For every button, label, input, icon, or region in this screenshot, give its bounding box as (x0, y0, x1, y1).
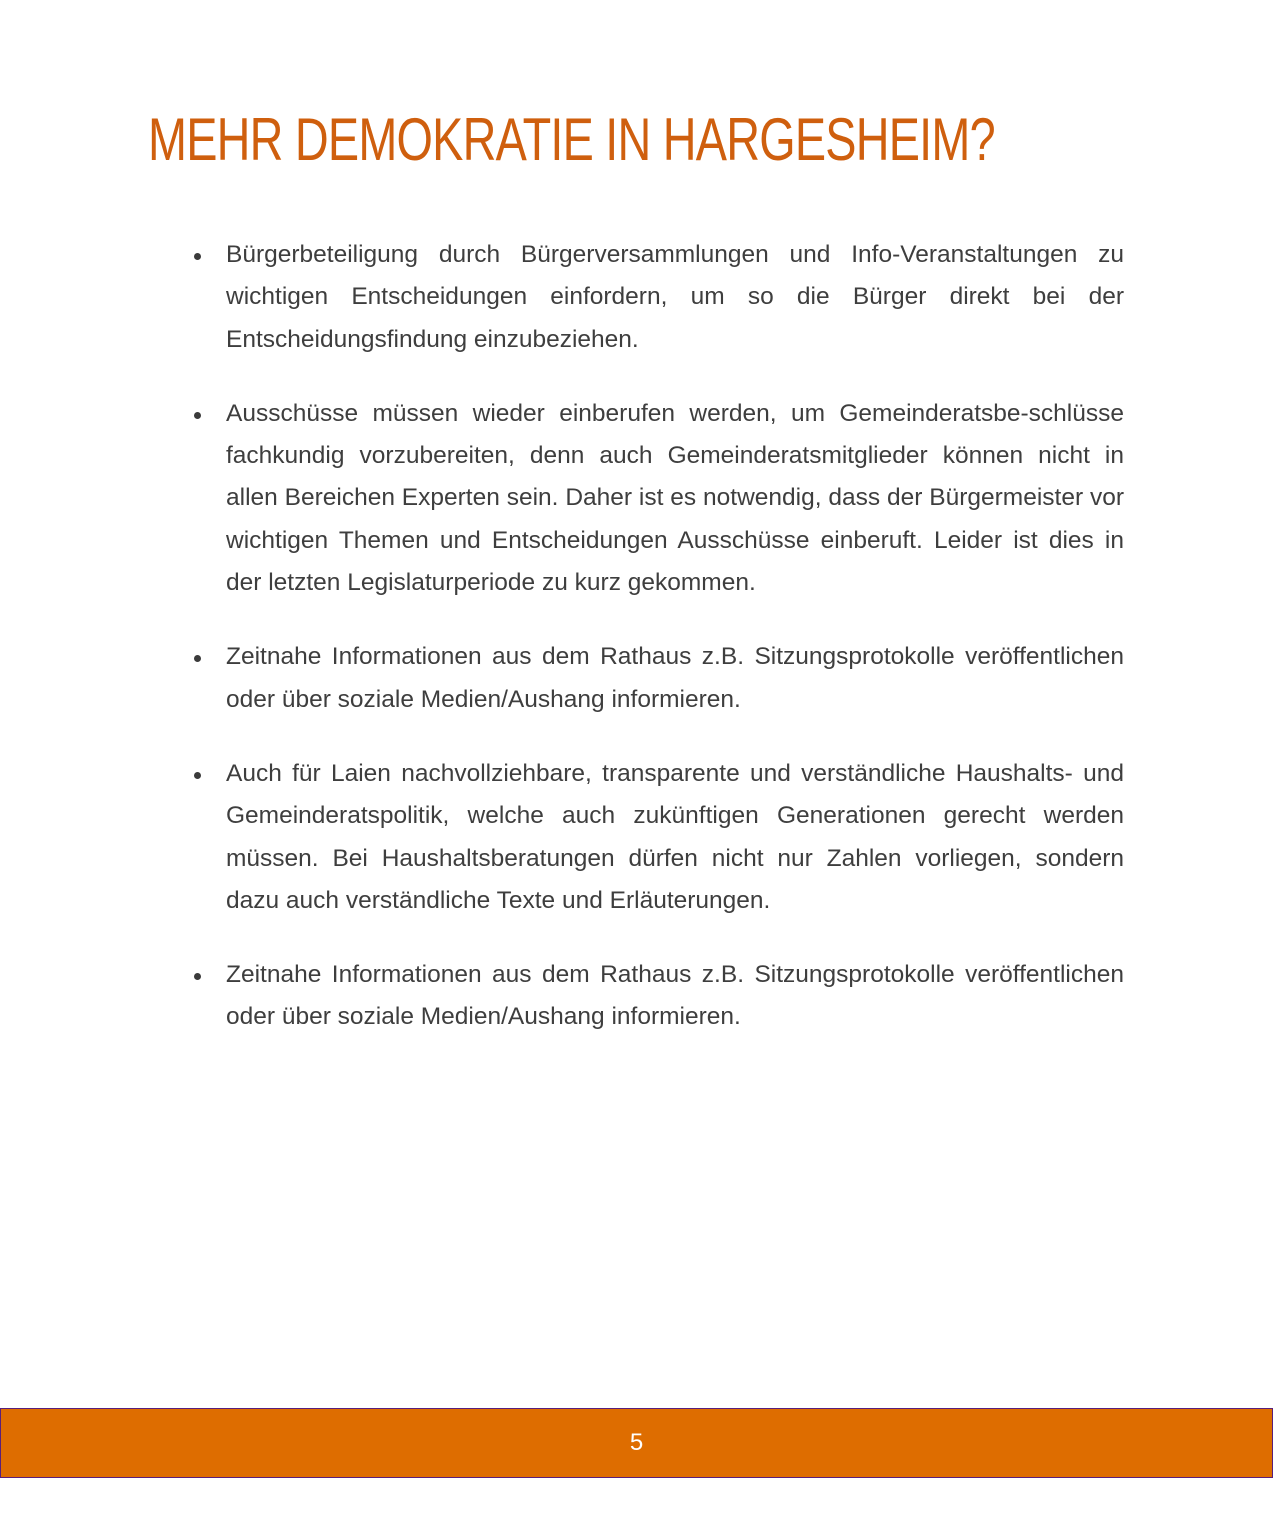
page-title: MEHR DEMOKRATIE IN HARGESHEIM? (148, 106, 995, 173)
list-item (182, 393, 1124, 604)
list-item-text: Bürgerbeteiligung durch Bürgerversammlungen und Info-Veranstaltungen zu wichtigen Entscheidungen einfordern, um so die Bürger direkt bei der Entscheidungsfindung einzubeziehen. (226, 241, 1124, 353)
list-item-text: Zeitnahe Informationen aus dem Rathaus z.B. Sitzungsprotokolle veröffentlichen oder über soziale Medien/Aushang informieren. (226, 961, 1124, 1031)
list-item-text: Ausschüsse müssen wieder einberufen werden, um Gemeinderatsbe-schlüsse fachkundig vorzubereiten, denn auch Gemeinderatsmitglieder können nicht in allen Bereichen Experten sein. Daher ist es notwendig, dass der Bürgermeister vor wichtigen Themen und Entscheidungen Ausschüsse einberuft. Leider ist dies in der letzten Legislaturperiode zu kurz gekommen. (226, 399, 1124, 597)
list-item (182, 753, 1124, 922)
list-item-text: Zeitnahe Informationen aus dem Rathaus z.B. Sitzungsprotokolle veröffentlichen oder über soziale Medien/Aushang informieren. (226, 643, 1124, 713)
bullet-icon (194, 655, 201, 662)
footer-bar (0, 1408, 1273, 1478)
bullet-icon (194, 772, 201, 779)
list-item (182, 636, 1124, 721)
bullet-list (182, 234, 1124, 1071)
bullet-icon (194, 412, 201, 419)
bullet-icon (194, 253, 201, 260)
page-number: 5 (629, 1429, 644, 1456)
list-item (182, 954, 1124, 1039)
bullet-icon (194, 973, 201, 980)
list-item-text: Auch für Laien nachvollziehbare, transparente und verständliche Haushalts- und Gemeinderatspolitik, welche auch zukünftigen Generationen gerecht werden müssen. Bei Haushaltsberatungen dürfen nicht nur Zahlen vorliegen, sondern dazu auch verständliche Texte und Erläuterungen. (226, 759, 1124, 914)
list-item (182, 234, 1124, 361)
